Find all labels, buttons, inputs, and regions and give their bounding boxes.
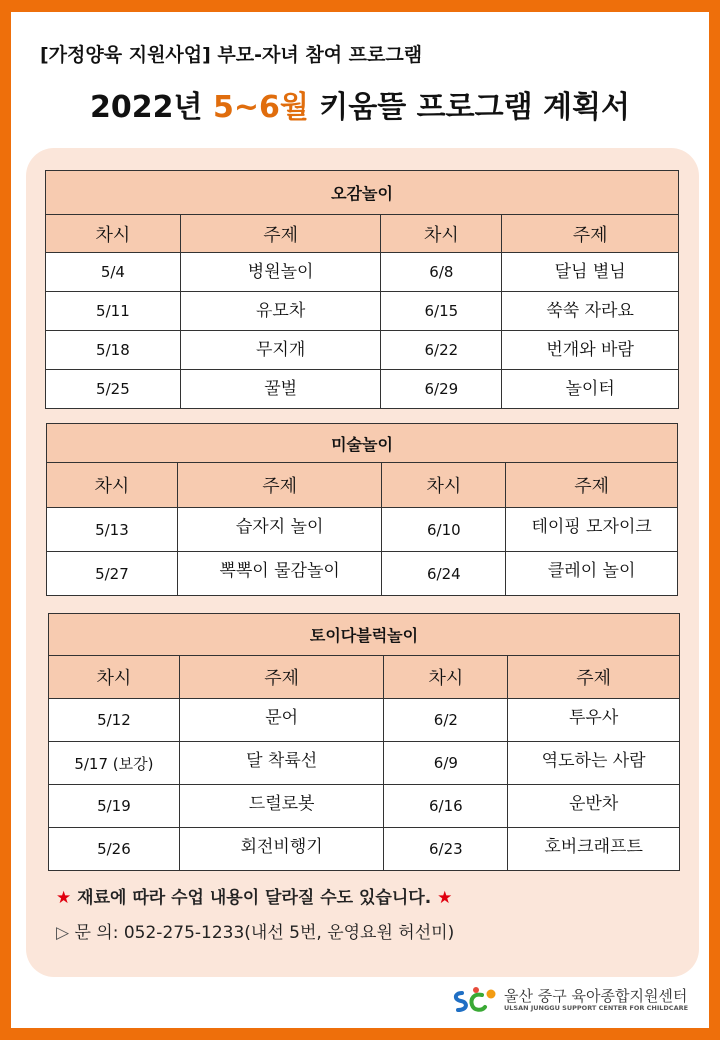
table-row xyxy=(47,508,678,552)
column-header-topic: 주제 xyxy=(177,463,382,508)
column-header-topic: 주제 xyxy=(180,215,381,253)
session-date: 5/18 xyxy=(46,331,181,370)
title-suffix: 키움뜰 프로그램 계획서 xyxy=(308,90,630,125)
session-topic: 뽁뽁이 물감놀이 xyxy=(177,552,382,596)
session-date: 5/27 xyxy=(47,552,178,596)
session-topic: 호버크래프트 xyxy=(508,828,680,871)
session-date: 5/17 (보강) xyxy=(49,742,180,785)
session-date: 5/11 xyxy=(46,292,181,331)
column-header-session: 차시 xyxy=(46,215,181,253)
table-row xyxy=(46,253,679,292)
table-row xyxy=(49,742,680,785)
section-title: 오감놀이 xyxy=(46,171,679,215)
session-date: 5/25 xyxy=(46,370,181,409)
session-topic: 테이핑 모자이크 xyxy=(506,508,678,552)
table-row xyxy=(46,370,679,409)
session-topic: 문어 xyxy=(179,699,384,742)
triangle-bullet-icon: ▷ xyxy=(56,923,70,943)
session-topic: 유모차 xyxy=(180,292,381,331)
center-logo-icon xyxy=(452,985,498,1015)
session-topic: 투우사 xyxy=(508,699,680,742)
session-date: 6/23 xyxy=(384,828,508,871)
column-header-topic: 주제 xyxy=(508,656,680,699)
notice-text: 재료에 따라 수업 내용이 달라질 수도 있습니다. xyxy=(71,888,438,908)
column-header-session: 차시 xyxy=(381,215,502,253)
title-accent: 5~6월 xyxy=(212,90,309,125)
column-header-session: 차시 xyxy=(49,656,180,699)
session-date: 6/24 xyxy=(382,552,506,596)
session-date: 6/10 xyxy=(382,508,506,552)
session-topic: 번개와 바람 xyxy=(502,331,679,370)
session-date: 5/26 xyxy=(49,828,180,871)
session-topic: 습자지 놀이 xyxy=(177,508,382,552)
session-topic: 클레이 놀이 xyxy=(506,552,678,596)
column-header-session: 차시 xyxy=(382,463,506,508)
session-topic: 병원놀이 xyxy=(180,253,381,292)
contact-text: 문 의: 052-275-1233(내선 5번, 운영요원 허선미) xyxy=(69,923,455,943)
session-date: 6/2 xyxy=(384,699,508,742)
session-date: 5/19 xyxy=(49,785,180,828)
session-topic: 운반차 xyxy=(508,785,680,828)
schedule-table-block xyxy=(48,613,680,871)
session-topic: 쑥쑥 자라요 xyxy=(502,292,679,331)
session-date: 5/13 xyxy=(47,508,178,552)
session-topic: 드럴로봇 xyxy=(179,785,384,828)
star-icon: ★ xyxy=(437,888,453,908)
org-name-english: ULSAN JUNGGU SUPPORT CENTER FOR CHILDCARE xyxy=(504,1004,689,1012)
session-date: 6/8 xyxy=(381,253,502,292)
session-topic: 회전비행기 xyxy=(179,828,384,871)
table-row xyxy=(49,785,680,828)
session-topic: 달님 별님 xyxy=(502,253,679,292)
session-topic: 무지개 xyxy=(180,331,381,370)
table-row xyxy=(49,828,680,871)
column-header-topic: 주제 xyxy=(506,463,678,508)
contact-info xyxy=(56,918,454,943)
star-icon: ★ xyxy=(56,888,72,908)
session-date: 6/9 xyxy=(384,742,508,785)
column-header-session: 차시 xyxy=(384,656,508,699)
session-date: 6/22 xyxy=(381,331,502,370)
table-row xyxy=(47,552,678,596)
session-topic: 역도하는 사람 xyxy=(508,742,680,785)
session-date: 5/12 xyxy=(49,699,180,742)
table-row xyxy=(46,292,679,331)
table-row xyxy=(49,699,680,742)
org-name-korean: 울산 중구 육아종합지원센터 xyxy=(504,987,688,1005)
schedule-table-sensory xyxy=(45,170,679,409)
session-date: 6/16 xyxy=(384,785,508,828)
session-date: 6/15 xyxy=(381,292,502,331)
footer-org xyxy=(452,983,692,1019)
column-header-topic: 주제 xyxy=(179,656,384,699)
table-row xyxy=(46,331,679,370)
materials-notice xyxy=(56,883,452,908)
program-subtitle: [가정양육 지원사업] 부모-자녀 참여 프로그램 xyxy=(40,44,423,66)
session-topic: 달 착륙선 xyxy=(179,742,384,785)
schedule-table-art xyxy=(46,423,678,596)
session-topic: 놀이터 xyxy=(502,370,679,409)
column-header-session: 차시 xyxy=(47,463,178,508)
session-date: 5/4 xyxy=(46,253,181,292)
section-title: 토이다블럭놀이 xyxy=(49,614,680,656)
section-title: 미술놀이 xyxy=(47,424,678,463)
session-date: 6/29 xyxy=(381,370,502,409)
column-header-topic: 주제 xyxy=(502,215,679,253)
page-title xyxy=(0,82,720,126)
title-prefix: 2022년 xyxy=(90,90,213,125)
session-topic: 꿀벌 xyxy=(180,370,381,409)
